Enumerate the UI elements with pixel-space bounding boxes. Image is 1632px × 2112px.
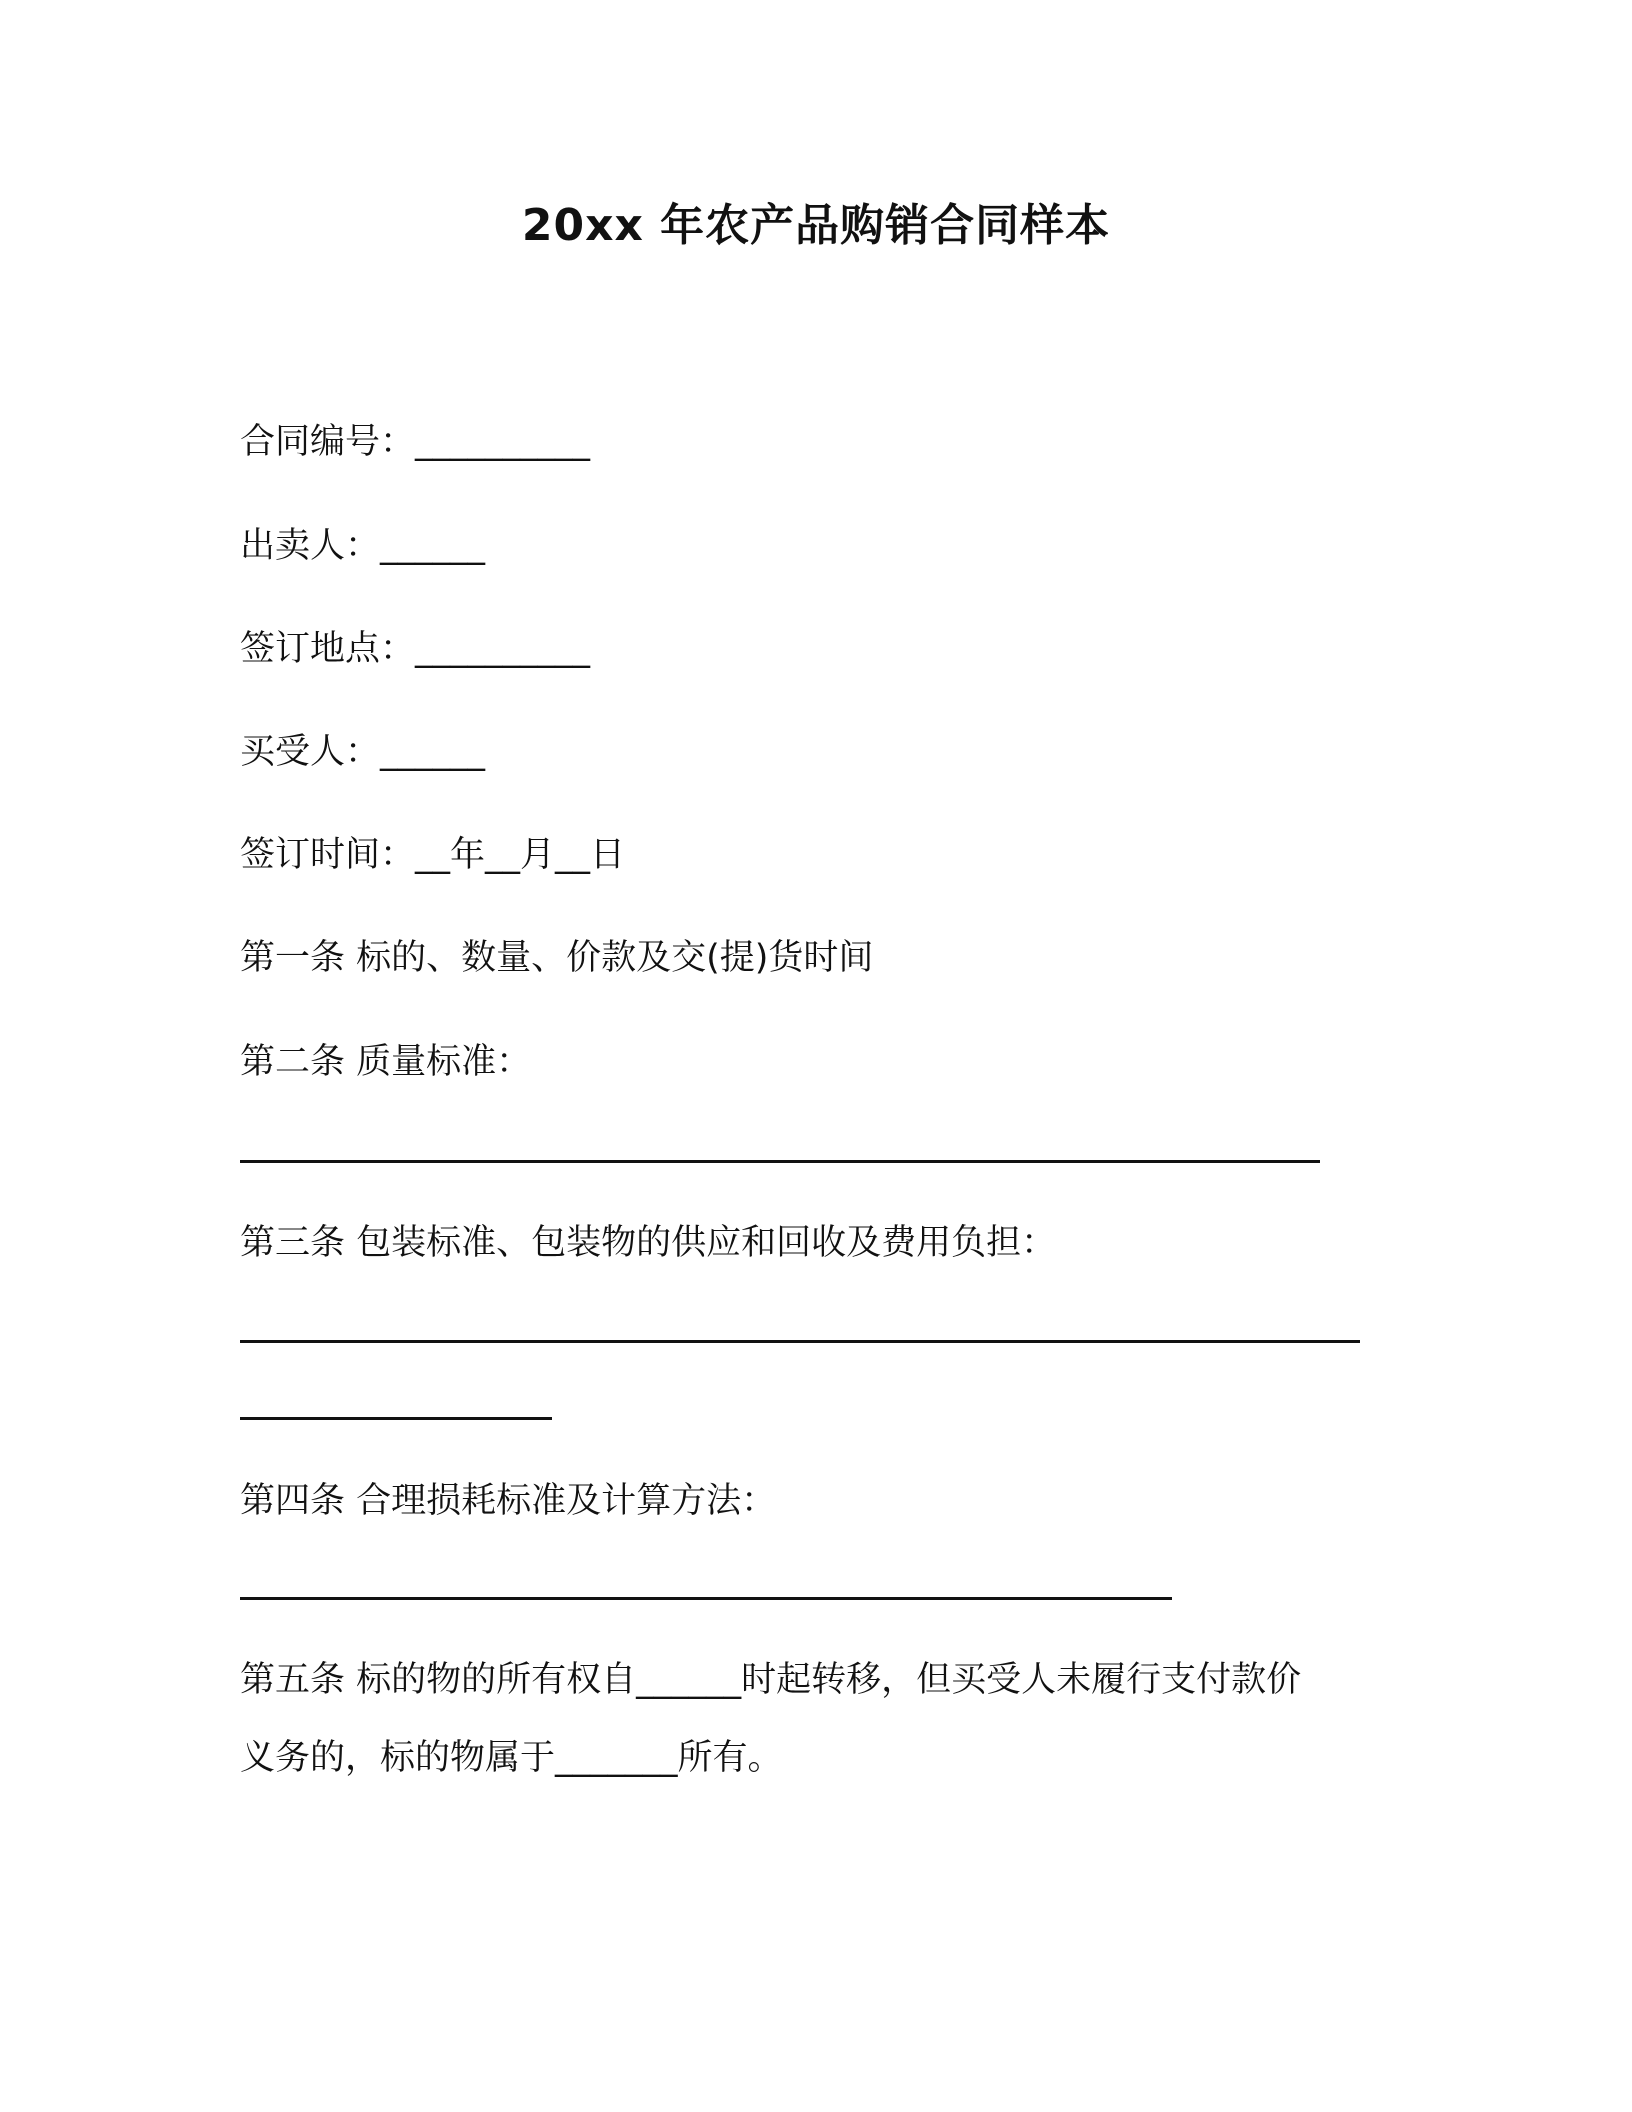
packaging-blank-line-2 <box>240 1417 552 1420</box>
document-title: 20xx 年农产品购销合同样本 <box>521 200 1111 251</box>
seller-field: 出卖人：______ <box>240 526 486 566</box>
quality-standard-blank-line <box>240 1160 1320 1163</box>
packaging-blank-line-1 <box>240 1340 1360 1343</box>
article-1: 第一条 标的、数量、价款及交(提)货时间 <box>240 938 874 978</box>
article-5-line-1: 第五条 标的物的所有权自______时起转移，但买受人未履行支付款价 <box>240 1660 1302 1700</box>
article-4: 第四条 合理损耗标准及计算方法： <box>240 1481 777 1521</box>
article-5-line-2: 义务的，标的物属于_______所有。 <box>240 1738 783 1778</box>
loss-calculation-blank-line <box>240 1597 1172 1600</box>
article-2: 第二条 质量标准： <box>240 1042 532 1082</box>
signing-time-field: 签订时间：__年__月__日 <box>240 835 626 875</box>
buyer-field: 买受人：______ <box>240 732 486 772</box>
article-3: 第三条 包装标准、包装物的供应和回收及费用负担： <box>240 1223 1057 1263</box>
contract-number-field: 合同编号：__________ <box>240 422 591 462</box>
signing-place-field: 签订地点：__________ <box>240 629 591 669</box>
